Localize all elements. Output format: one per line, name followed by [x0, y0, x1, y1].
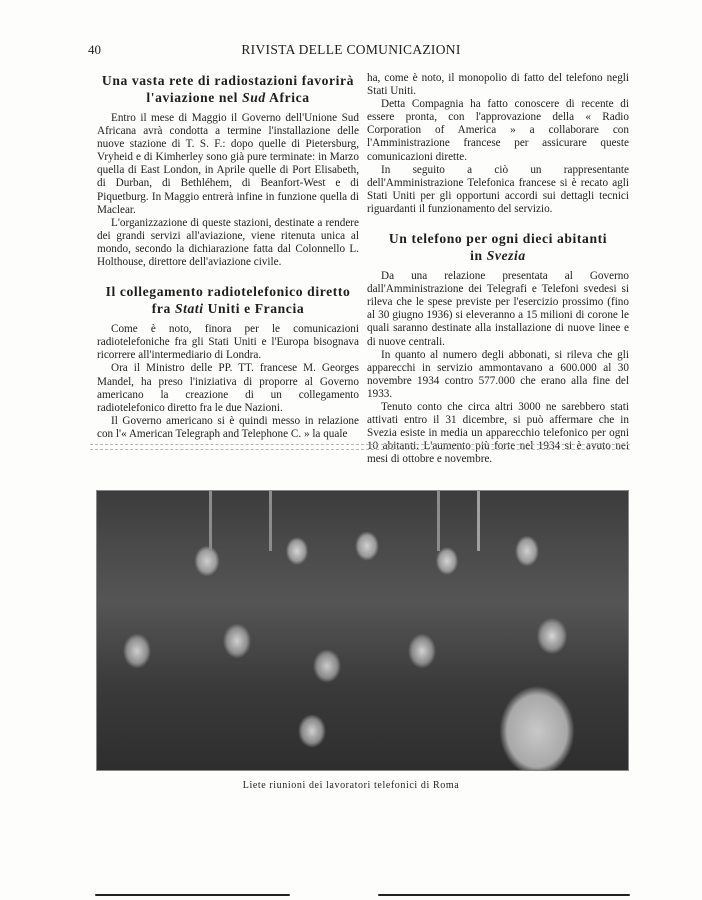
paragraph: Ora il Ministro delle PP. TT. francese M. Georges Mandel, ha preso l'iniziativa di proporre al Governo americano la creazione di un collegamento radiotelefonico diretto fra le due Nazioni. [97, 362, 359, 414]
title-emphasis: Svezia [486, 248, 526, 264]
title-line: Una vasta rete di radiostazioni favorirà [101, 73, 355, 88]
photo-caption: Liete riunioni dei lavoratori telefonici di Roma [242, 780, 460, 791]
title-emphasis: Sud [242, 90, 266, 105]
running-head: RIVISTA DELLE COMUNICAZIONI [241, 42, 461, 57]
photo-background-pillar [477, 491, 480, 551]
group-photo [96, 490, 629, 771]
title-emphasis: Stati [174, 301, 204, 317]
paragraph: In seguito a ciò un rappresentante dell'Amministrazione Telefonica francese si è recato agli Stati Uniti per gli opportuni accordi sui dettagli tecnici riguardanti il funzionamento del servizio. [367, 163, 629, 215]
separator-rule [90, 444, 630, 445]
photo-background-pillar [437, 491, 440, 551]
paragraph: Entro il mese di Maggio il Governo dell'Unione Sud Africana avrà condotta a termine l'installazione delle nuove stazione di T. S. F.: dopo quelle di Pietersburg, Vryheid e di Kimherley sono già pure terminate: in Marzo quella di East London, in Aprile quelle di Port Elisabeth, di Durban, di Bethléhem, di Beanfort-West e di Piquetburg. In Maggio entrerà infine in funzione quella di Maclear. [97, 112, 359, 216]
paragraph: Tenuto conto che circa altri 3000 ne sarebbero stati attivati entro il 31 dicembre, si può affermare che in Svezia esiste in media un apparecchio telefonico per ogni 10 abitanti. L'aumento più forte nel 1934 si è avuto nei mesi di ottobre e novembre. [367, 400, 629, 466]
title-line: Un telefono per ogni dieci abitanti [388, 231, 608, 247]
title-line: fra [151, 301, 175, 317]
photo-background-pillar [269, 491, 272, 551]
paragraph: Detta Compagnia ha fatto conoscere di recente di essere pronta, con l'approvazione della « Radio Corporation of America » a collaborare con l'Amministrazione francese per assicurare queste comunicazioni dirette. [367, 98, 629, 163]
article-title-francia [97, 283, 359, 317]
paragraph: Il Governo americano si è quindi messo in relazione con l'« American Telegraph and Telephone C. » la quale [97, 414, 359, 440]
page-edge-line [378, 894, 630, 896]
page-edge-line [95, 894, 290, 896]
separator-rule [90, 449, 630, 450]
title-line: in [470, 248, 487, 264]
paragraph: In quanto al numero degli abbonati, si rileva che gli apparecchi in servizio ammontavano a 600.000 al 30 novembre 1934 contro 577.000 che erano alla fine del 1933. [367, 348, 629, 400]
photo-background-pillar [209, 491, 212, 551]
left-column [97, 72, 359, 441]
title-line: Africa [265, 90, 310, 105]
title-line: Il collegamento radiotelefonico diretto [105, 284, 351, 300]
article-title-svezia [367, 230, 629, 264]
paragraph: L'organizzazione di queste stazioni, destinate a rendere dei grandi servizi all'aviazione, viene ritenuta unica al mondo, secondo la dichiarazione fatta dal Colonnello L. Holthouse, direttore dell'aviazione civile. [97, 216, 359, 269]
right-column [367, 72, 629, 466]
page-number: 40 [88, 42, 101, 57]
paragraph: Come è noto, finora per le comunicazioni radiotelefoniche fra gli Stati Uniti e l'Europa bisognava ricorrere all'intermediario di Londra. [97, 323, 359, 362]
paragraph: ha, come è noto, il monopolio di fatto del telefono negli Stati Uniti. [367, 72, 629, 98]
title-line: l'aviazione nel [146, 90, 243, 105]
title-line: Uniti e Francia [203, 301, 305, 317]
paragraph: Da una relazione presentata al Governo dall'Amministrazione dei Telegrafi e Telefoni svedesi si rileva che le spese previste per l'esercizio prossimo (fino al 30 giugno 1936) si eleveranno a 15 milioni di corone le quali saranno destinate alla installazione di nuove linee e di nuove centrali. [367, 270, 629, 348]
article-title-sud-africa [97, 72, 359, 106]
